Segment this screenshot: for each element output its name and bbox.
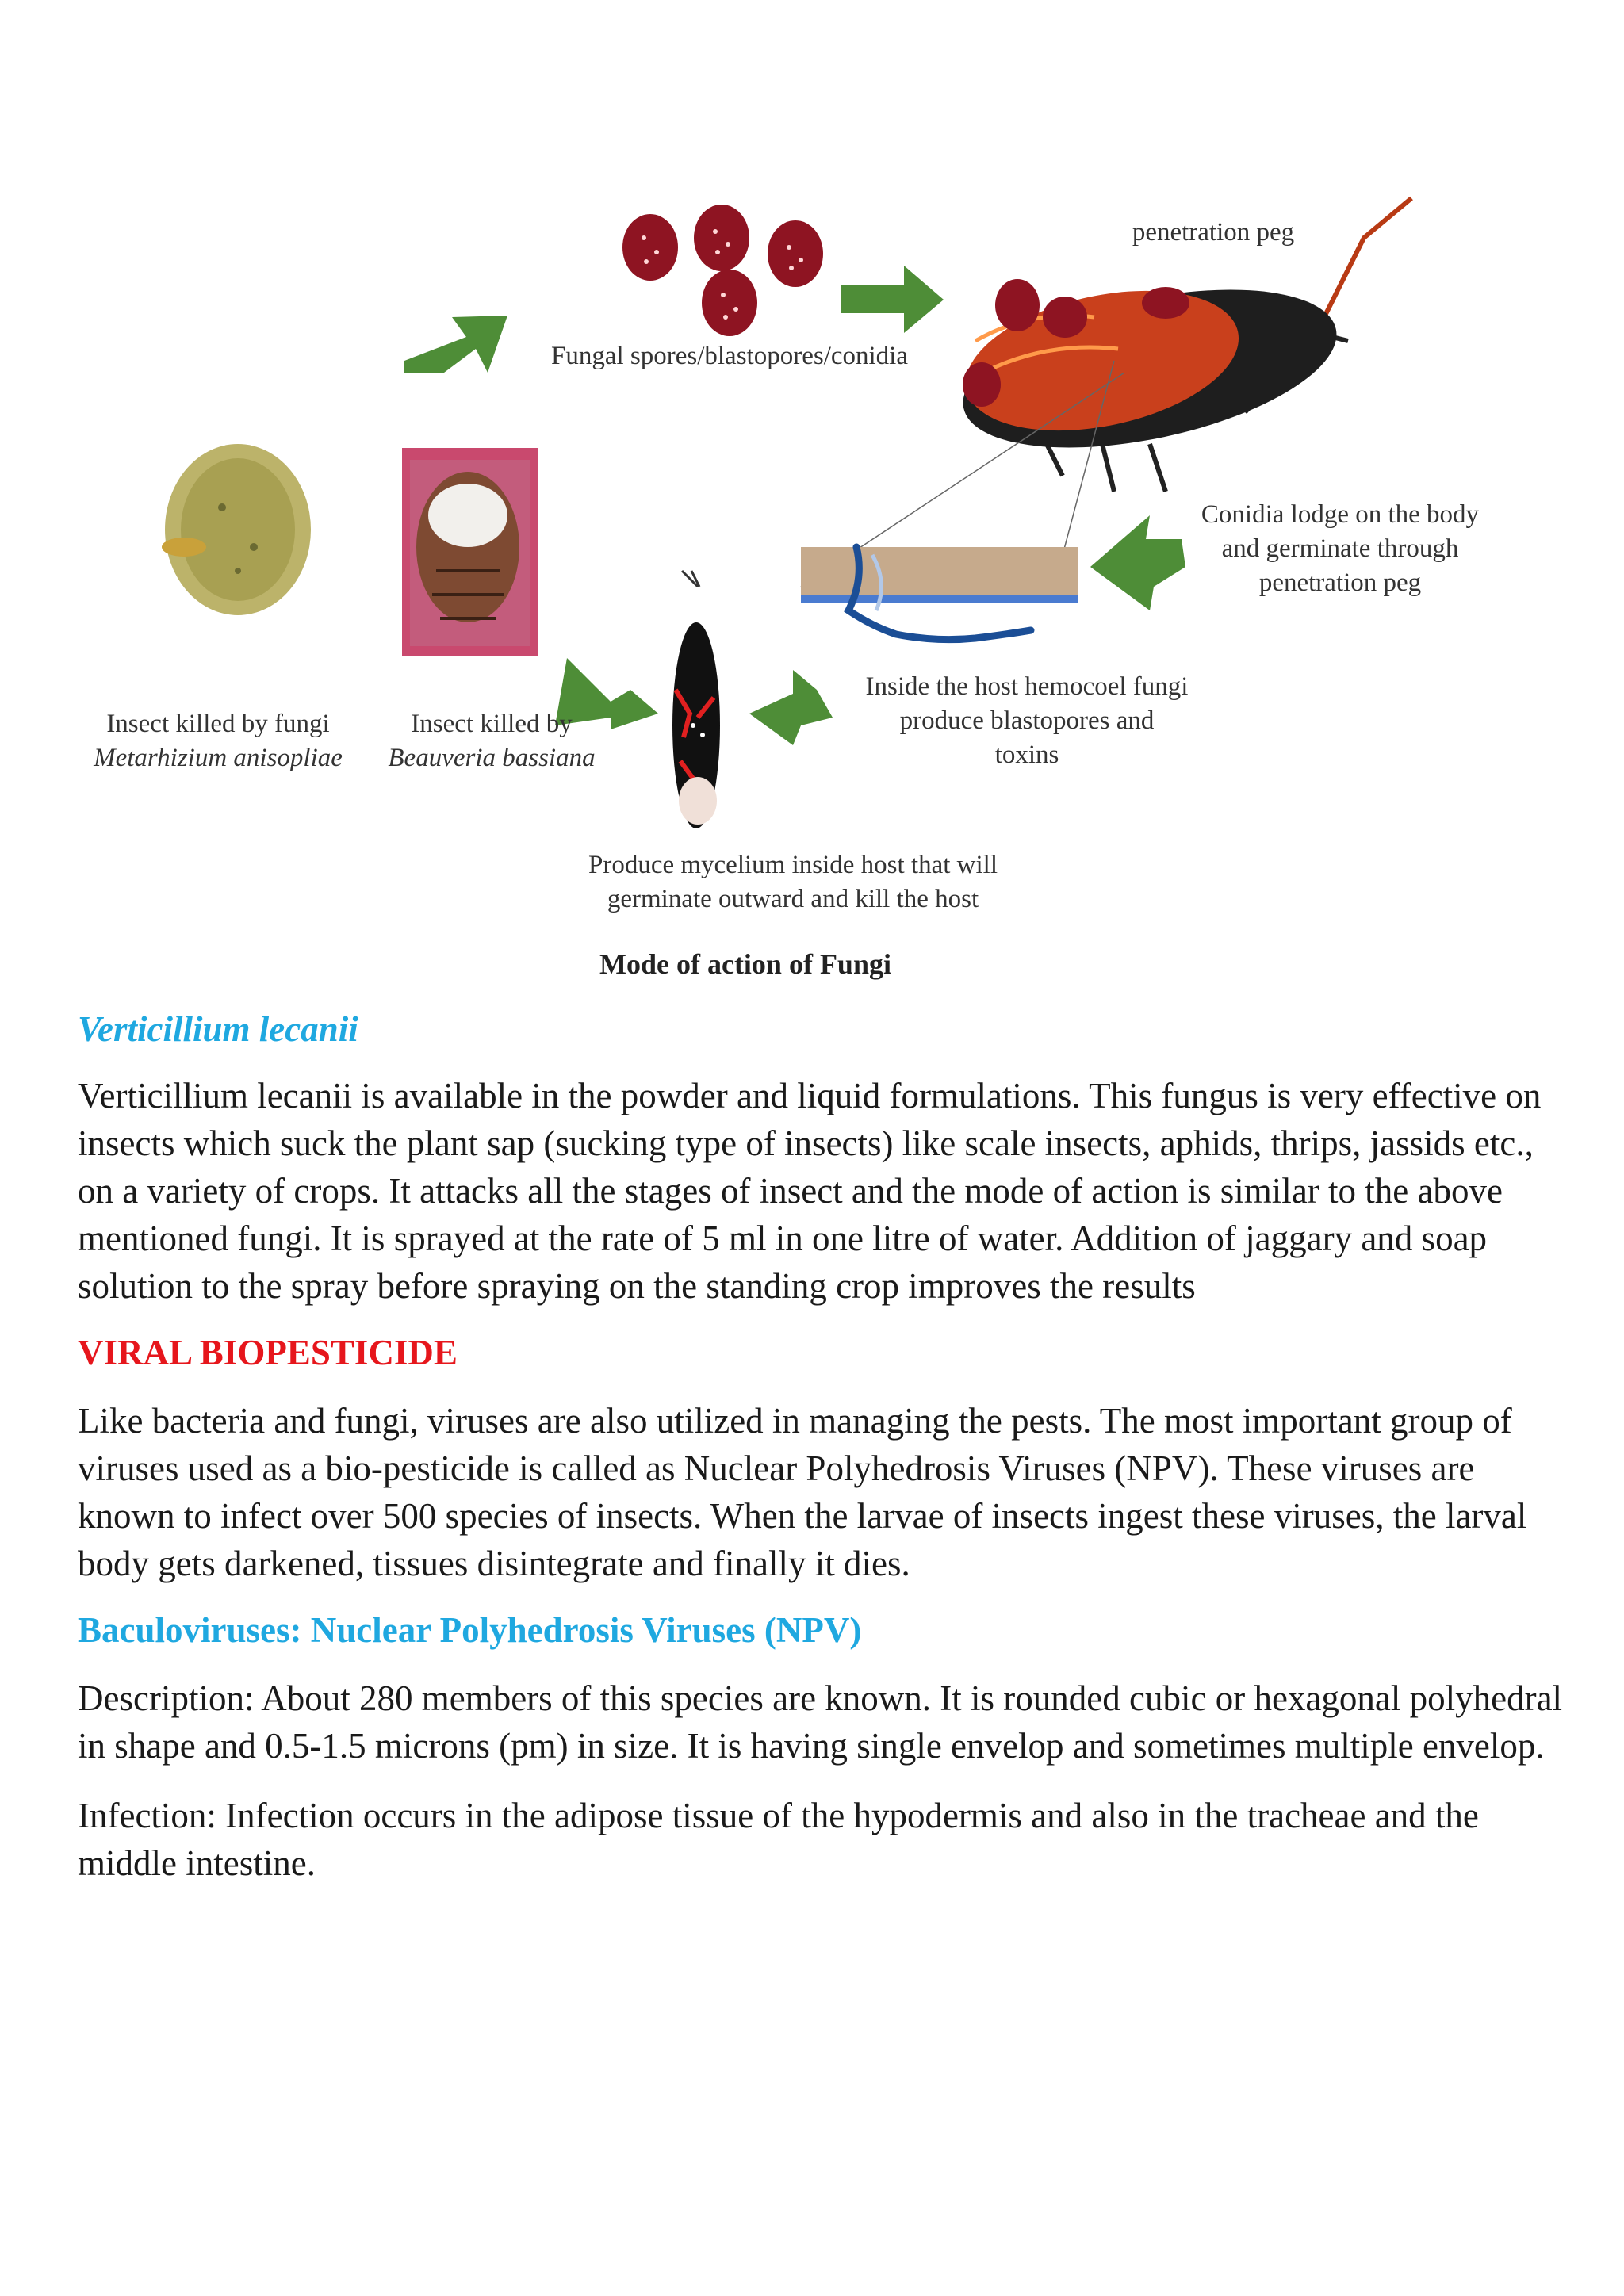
paragraph-viral-biopesticide: Like bacteria and fungi, viruses are also utilized in managing the pests. The most important group of viruses used as a bio-pesticide is called as Nuclear Polyhedrosis Viruses (NPV). These viruses are known to infect over 500 species of insects. When the larvae of insects ingest these viruses, the larval body gets darkened, tissues disintegrate and finally it dies. — [78, 1401, 1527, 1583]
section-heading-verticillium: Verticillium lecanii — [78, 1009, 358, 1049]
mycelium-label: Produce mycelium inside host that will germinate outward and kill the host — [588, 851, 998, 913]
paragraph-description: Description: About 280 members of this species are known. It is rounded cubic or hexagonal polyhedral in shape and 0.5-1.5 microns (pm) in size. It is having single envelop and sometimes multiple envelop. — [78, 1678, 1563, 1766]
beauveria-insect-photo — [402, 448, 538, 656]
fungi-mode-of-action-figure — [0, 0, 1624, 999]
fungal-spores — [622, 205, 823, 336]
document-body — [78, 1007, 1568, 1887]
beauveria-label: Insect killed by Beauveria bassiana — [388, 710, 596, 772]
figure-caption: Mode of action of Fungi — [599, 948, 891, 980]
penetration-peg-label: penetration peg — [1132, 218, 1295, 247]
metarhizium-insect-photo — [162, 444, 311, 615]
paragraph-infection: Infection: Infection occurs in the adipose tissue of the hypodermis and also in the tracheae and the middle intestine. — [78, 1796, 1479, 1883]
hemocoel-label: Inside the host hemocoel fungi produce blastopores and toxins — [865, 672, 1189, 769]
section-heading-baculoviruses: Baculoviruses: Nuclear Polyhedrosis Viruses (NPV) — [78, 1610, 862, 1650]
section-heading-viral-biopesticide: VIRAL BIOPESTICIDE — [78, 1333, 458, 1372]
spores-label: Fungal spores/blastopores/conidia — [550, 342, 908, 370]
infected-insect-illustration — [672, 571, 720, 828]
conidia-lodge-label: Conidia lodge on the body and germinate through penetration peg — [1201, 500, 1480, 597]
paragraph-verticillium: Verticillium lecanii is available in the powder and liquid formulations. This fungus is very effective on insects which suck the plant sap (sucking type of insects) like scale insects, aphids, thrips, jassids etc., on a variety of crops. It attacks all the stages of insect and the mode of action is similar to the above mentioned fungi. It is sprayed at the rate of 5 ml in one litre of water. Addition of jaggary and soap solution to the spray before spraying on the standing crop improves the results — [78, 1076, 1542, 1306]
metarhizium-label: Insect killed by fungi Metarhizium anisopliae — [94, 710, 343, 772]
